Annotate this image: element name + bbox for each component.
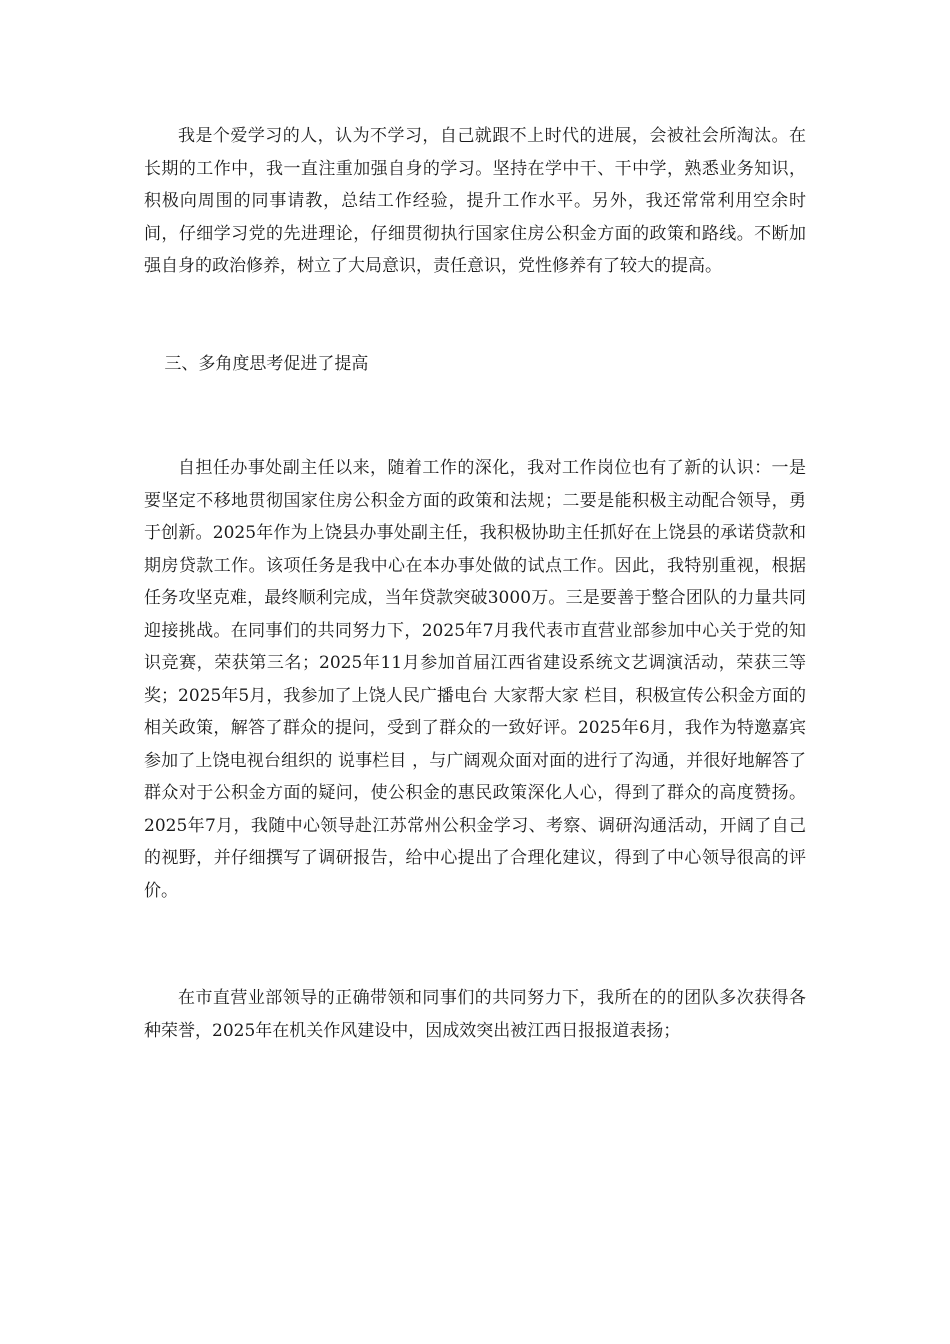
document-body [144, 120, 806, 1047]
paragraph-spacer [144, 283, 806, 348]
paragraph-thinking: 自担任办事处副主任以来，随着工作的深化，我对工作岗位也有了新的认识：一是要坚定不移地贯彻国家住房公积金方面的政策和法规；二要是能积极主动配合领导，勇于创新。2025年作为上饶县办事处副主任，我积极协助主任抓好在上饶县的承诺贷款和期房贷款工作。该项任务是我中心在本办事处做的试点工作。因此，我特别重视，根据任务攻坚克难，最终顺利完成，当年贷款突破3000万。三是要善于整合团队的力量共同迎接挑战。在同事们的共同努力下，2025年7月我代表市直营业部参加中心关于党的知识竞赛，荣获第三名；2025年11月参加首届江西省建设系统文艺调演活动，荣获三等奖；2025年5月，我参加了上饶人民广播电台 大家帮大家 栏目，积极宣传公积金方面的相关政策，解答了群众的提问，受到了群众的一致好评。2025年6月，我作为特邀嘉宾参加了上饶电视台组织的 说事栏目 ，与广阔观众面对面的进行了沟通，并很好地解答了群众对于公积金方面的疑问，使公积金的惠民政策深化人心，得到了群众的高度赞扬。2025年7月，我随中心领导赴江苏常州公积金学习、考察、调研沟通活动，开阔了自己的视野，并仔细撰写了调研报告，给中心提出了合理化建议，得到了中心领导很高的评价。 [144, 458, 806, 901]
paragraph-spacer [144, 907, 806, 982]
section-heading: 三、多角度思考促进了提高 [164, 353, 369, 374]
paragraph-honors: 在市直营业部领导的正确带领和同事们的共同努力下，我所在的的团队多次获得各种荣誉，2025年在机关作风建设中，因成效突出被江西日报报道表扬； [144, 988, 806, 1041]
paragraph-learning: 我是个爱学习的人，认为不学习，自己就跟不上时代的进展，会被社会所淘汰。在长期的工作中，我一直注重加强自身的学习。坚持在学中干、干中学，熟悉业务知识，积极向周围的同事请教，总结工作经验，提升工作水平。另外，我还常常利用空余时间，仔细学习党的先进理论，仔细贯彻执行国家住房公积金方面的政策和路线。不断加强自身的政治修养，树立了大局意识，责任意识，党性修养有了较大的提高。 [144, 126, 806, 276]
paragraph-spacer [144, 380, 806, 452]
